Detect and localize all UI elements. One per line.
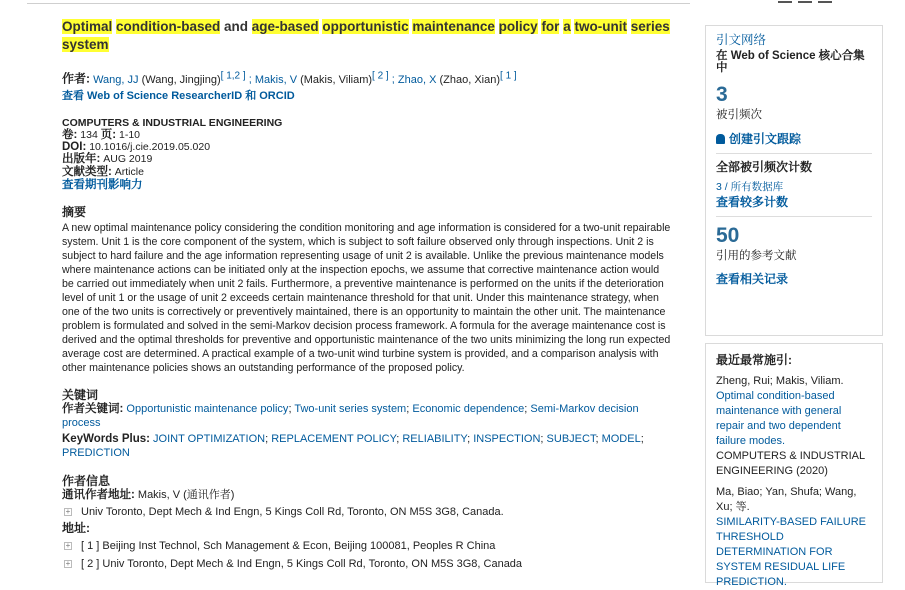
volume-pages-line — [62, 129, 672, 141]
keyword-plus-link[interactable]: PREDICTION — [62, 447, 130, 460]
pages-value: 1-10 — [118, 128, 140, 141]
citing-journal: COMPUTERS & INDUSTRIAL ENGINEERING (2020) — [716, 450, 865, 477]
author-separator: ; — [248, 73, 252, 86]
author-link-zhao[interactable]: Zhao, X — [397, 73, 437, 86]
corresponding-label: 通讯作者地址: — [62, 489, 135, 502]
corresponding-address-text: Univ Toronto, Dept Mech & Ind Engn, 5 Kings Coll Rd, Toronto, ON M5S 3G8, Canada. — [81, 506, 504, 519]
keyword-plus-link[interactable]: INSPECTION — [473, 433, 541, 446]
pubdate-value: AUG 2019 — [103, 153, 153, 166]
keywords-plus-label: KeyWords Plus: — [62, 433, 150, 446]
all-counts-label: 全部被引频次计数 — [716, 160, 813, 174]
recent-citing-heading: 最近最常施引: — [716, 353, 792, 367]
all-databases-line[interactable]: 3 / 所有数据库 — [716, 181, 784, 193]
title-highlighted-term: policy — [498, 19, 538, 34]
pubdate-line — [62, 153, 672, 165]
citing-title-link[interactable]: Optimal condition-based maintenance with general repair and two dependent failure modes. — [716, 390, 842, 447]
title-highlighted-term: age-based — [251, 19, 319, 34]
citation-network-card — [705, 25, 883, 336]
author-ref-zhao[interactable]: [ 1 ] — [500, 70, 517, 81]
citation-network-link[interactable]: 引文网络 — [716, 33, 767, 47]
address-text: [ 1 ] Beijing Inst Technol, Sch Management & Econ, Beijing 100081, Peoples R China — [81, 540, 496, 553]
author-makis — [254, 70, 392, 86]
doi-label: DOI: — [62, 141, 87, 154]
address-row — [62, 555, 672, 573]
keyword-plus-link[interactable]: RELIABILITY — [402, 433, 468, 446]
author-link-makis[interactable]: Makis, V — [254, 73, 298, 86]
corresponding-value: Makis, V (通讯作者) — [137, 489, 235, 502]
keywords-heading: 关键词 — [62, 388, 99, 403]
doctype-label: 文献类型: — [62, 165, 112, 178]
keyword-link[interactable]: Semi-Markov decision process — [62, 403, 639, 430]
author-full-wang: (Wang, Jingjing) — [141, 73, 221, 86]
recent-citing-card — [705, 343, 883, 588]
title-highlighted-term: system — [62, 37, 109, 52]
volume-label: 卷: — [62, 128, 78, 141]
plus-expand-icon[interactable]: + — [65, 541, 71, 551]
author-full-makis: (Makis, Viliam) — [300, 73, 373, 86]
author-link-wang[interactable]: Wang, JJ — [93, 73, 139, 86]
author-info-heading: 作者信息 — [62, 474, 111, 489]
create-alert-row[interactable] — [716, 131, 872, 147]
author-separator: ; — [391, 73, 395, 86]
more-counts-link[interactable]: 查看较多计数 — [716, 195, 789, 209]
title-highlighted-term: a — [563, 19, 571, 34]
related-records-link[interactable]: 查看相关记录 — [716, 272, 789, 286]
title-highlighted-term: for — [541, 19, 560, 34]
plus-expand-icon[interactable]: + — [65, 507, 71, 517]
references-count[interactable]: 50 — [716, 224, 740, 247]
pages-label: 页: — [100, 128, 117, 141]
corresponding-address — [62, 503, 672, 521]
keyword-plus-link[interactable]: JOINT OPTIMIZATION — [153, 433, 266, 446]
keyword-link[interactable]: Economic dependence — [412, 403, 525, 416]
pubdate-label: 出版年: — [62, 153, 101, 166]
authors-line — [62, 68, 672, 104]
keyword-link[interactable]: Opportunistic maintenance policy — [126, 403, 289, 416]
doi-line — [62, 141, 672, 153]
title-highlighted-term: opportunistic — [322, 19, 409, 34]
title-highlighted-term: condition-based — [116, 19, 221, 34]
keywords-plus-line: KeyWords Plus: JOINT OPTIMIZATION; REPLACEMENT POLICY; RELIABILITY; INSPECTION; SUBJECT; MODEL; PREDICTION — [62, 433, 644, 460]
sidebar-divider — [716, 216, 872, 217]
abstract-text: A new optimal maintenance policy considering the condition monitoring and age information is considered for a two-unit repairable system. Unit 1 is the core component of the system, which is subject to soft failure observed only through inspections. Unit 2 is subject to hard failure and the age information representing usage of unit 2 is available. Unlike the previous maintenance models where maintenance actions can be initiated only at the inspection epochs, we assume that corrective maintenance action would be carried out immediately when unit 2 fails. Furthermore, a preventive maintenance is performed on the units if the deterioration level of unit 1 or the usage of unit 2 exceeds certain maintenance threshold for that unit. Under this maintenance strategy, when one of the two units is correctively or preventively maintained, there is an opportunity to maintain the other unit. The maintenance problem is formulated and solved in the semi-Markov decision process framework. A formula for the average maintenance cost is derived and the optimal thresholds for preventive and opportunistic maintenance of the two units minimizing the long run expected average cost are determined. A practical example of a two-unit wind turbine system is provided, and a comparison analysis with other maintenance policies shows an outstanding performance of the proposed policy. — [62, 222, 671, 375]
create-alert-link[interactable]: 创建引文跟踪 — [729, 132, 802, 146]
citation-sidebar — [705, 25, 883, 588]
doi-value: 10.1016/j.cie.2019.05.020 — [89, 141, 211, 154]
keyword-link[interactable]: Two-unit series system — [294, 403, 407, 416]
title-highlighted-term: two-unit — [574, 19, 627, 34]
citing-authors: Zheng, Rui; Makis, Viliam. — [716, 375, 844, 387]
keyword-plus-link[interactable]: MODEL — [601, 433, 641, 446]
author-keywords-label: 作者关键词: — [62, 403, 124, 416]
keyword-plus-link[interactable]: REPLACEMENT POLICY — [271, 433, 397, 446]
address-text: [ 2 ] Univ Toronto, Dept Mech & Ind Engn, 5 Kings Coll Rd, Toronto, ON M5S 3G8, Canada — [81, 558, 523, 571]
author-keywords-line: 作者关键词: Opportunistic maintenance policy; Two-unit series system; Economic dependence; Semi-Markov decision process — [62, 403, 639, 430]
references-label: 引用的参考文献 — [716, 250, 797, 262]
doctype-value: Article — [114, 165, 144, 178]
address-row — [62, 537, 672, 555]
top-divider — [27, 3, 690, 4]
title-highlighted-term: series — [630, 19, 670, 34]
doctype-line — [62, 166, 672, 178]
times-cited-count[interactable]: 3 — [716, 83, 728, 106]
author-wang — [93, 70, 249, 86]
volume-value: 134 — [80, 128, 98, 141]
author-ref-makis[interactable]: [ 2 ] — [372, 70, 389, 81]
citing-title-link[interactable]: SIMILARITY-BASED FAILURE THRESHOLD DETERMINATION FOR SYSTEM RESIDUAL LIFE PREDICTION. — [716, 516, 866, 588]
times-cited-label: 被引频次 — [716, 109, 762, 121]
record-main — [62, 18, 672, 573]
record-title — [62, 18, 672, 54]
abstract-heading: 摘要 — [62, 205, 87, 220]
keyword-plus-link[interactable]: SUBJECT — [546, 433, 596, 446]
title-highlighted-term: Optimal — [62, 19, 113, 34]
author-zhao — [397, 70, 517, 86]
bell-icon — [716, 134, 725, 144]
researcher-id-link[interactable]: 查看 Web of Science ResearcherID 和 ORCID — [62, 89, 295, 102]
core-collection-label: 在 Web of Science 核心合集中 — [716, 50, 865, 74]
journal-impact-link[interactable]: 查看期刊影响力 — [62, 179, 143, 192]
citing-authors: Ma, Biao; Yan, Shufa; Wang, Xu; 等. — [716, 486, 857, 513]
plus-expand-icon[interactable]: + — [65, 559, 71, 569]
sidebar-divider — [716, 153, 872, 154]
journal-name: COMPUTERS & INDUSTRIAL ENGINEERING — [62, 116, 283, 129]
author-full-zhao: (Zhao, Xian) — [439, 73, 501, 86]
author-ref-wang[interactable]: [ 1,2 ] — [220, 70, 246, 81]
address-heading: 地址: — [62, 521, 90, 536]
title-highlighted-term: maintenance — [412, 19, 495, 34]
title-text: and — [220, 19, 252, 34]
corresponding-author-line — [62, 488, 672, 503]
authors-label: 作者: — [62, 71, 90, 86]
